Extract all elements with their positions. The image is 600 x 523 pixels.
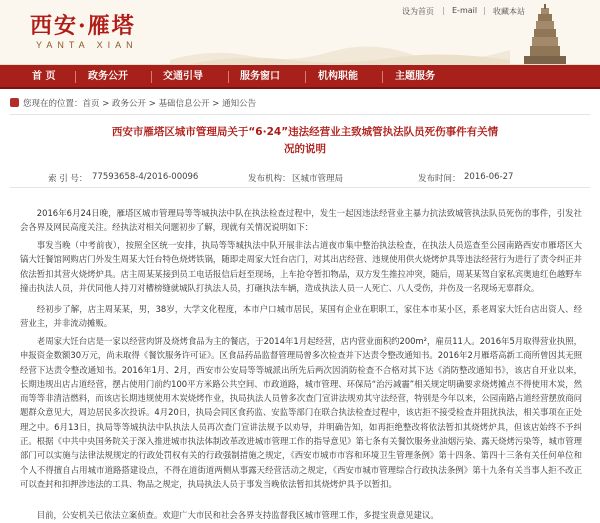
breadcrumb-path[interactable]: 首页 > 政务公开 > 基础信息公开 > 通知公告 (82, 99, 257, 109)
index-value: 77593658-4/2016-00096 (92, 172, 199, 182)
nav-divider (382, 71, 383, 83)
breadcrumb-separator: ： (74, 99, 83, 109)
breadcrumb-label: 您现在的位置 (23, 99, 75, 109)
nav-divider (228, 71, 229, 83)
article-paragraph: 经初步了解，店主周某某，男，38岁，大学文化程度，本市户口城市居民，某国有企业在职职工，家住本市某小区，系老周家大饪台店出资人、经营业主，并非流动摊贩。 (20, 304, 582, 329)
article-paragraph: 2016年6月24日晚，雁塔区城市管理局等等城执法中队在执法检查过程中，发生一起因违法经营业主暴力抗法致城管执法队员死伤的事件，引发社会各界及网民高度关注。经执法对相关问题初步了解，现就有关情况说明如下： (20, 208, 582, 233)
article-paragraph: 目前，公安机关已依法立案侦查。欢迎广大市民和社会各界支持监督我区城市管理工作，多提宝贵意见建议。 (36, 510, 439, 520)
article-paragraph: 事发当晚（中考前夜），按照全区统一安排，执局等等城执法中队开展非法占道夜市集中整治执法检查，在执法人员巡查至公园南路西安市雁塔区大镐大饪餐馆网购店门外发生周某大饪台特色烧烤铁锅，随即走周家大饪台店门，对其出店经营、违规使用供火烧烤炉具等违法经营行为进行了责令纠正并依法暂扣其营火烧烤炉具。店主周某某接到员工电话报信后赶至现场，上车抢夺暂扣物品，双方发生推拉冲突，随后，周某某驾自家私宾奥迪红色越野车撞击执法人员，并伏同他人持刀对槽榜缝就城队打执法人员，打砸执法车辆，造成执法人员一人死亡、八人受伤，并伤及一名现场无辜群众。 (20, 240, 582, 293)
publish-date-label: 发布时间： (418, 174, 461, 184)
set-homepage-link[interactable]: 设为首页 (402, 7, 434, 16)
site-header (0, 0, 600, 65)
top-link-separator: | (442, 6, 445, 15)
nav-divider (305, 71, 306, 83)
banner-decoration (170, 20, 510, 65)
meta-divider (10, 187, 590, 188)
site-logo-subtitle: YANTA XIAN (36, 40, 138, 50)
nav-item-traffic-guide[interactable]: 交通引导 (163, 71, 203, 82)
site-logo-title[interactable]: 西安·雁塔 (30, 13, 136, 39)
publisher-label: 发布机构： (248, 174, 291, 184)
article-paragraph: 老周家大饪台店是一家以经营肉饼及烧烤食品为主的餐店，于2014年1月起经营，店内营业面积约200m²，雇员11人。2016年5月取得营业执照，申报资金数额30万元，尚未取得《餐饮服务许可证》。区食品药品监督管理局曾多次检查并下达责令整改通知书。2016年2月雁塔高新工商所曾因其无照经营下达责令整改通知书。2016年1月、2月，西安市公安局等等城派出所先后两次因消防检查不合格对其下达《消防整改通知书》，该店自开业以来，长期违规出店占道经营，摆占使用门前约100平方米路公共空间、市政道路，城市管理、环保局“治污减霾”相关规定明确要求烧烤摊点不得使用木炭，然而等等非清洁燃料，而该店长期违规使用木炭烧烤作业，执局执法人员曾多次查门宣讲法规劝其守法经营，特别是今年以来，公园南路占道经营摆放商问题群众意见大，周边居民多次投诉。4月20日，执局会同区食药监、安监等部门在联合执法检查过程中，该店拒不接受检查并阻扰执法，相关事项在正处理之中。6月13日，执局等等城执法中队执法人员再次查门宣讲法规予以劝导，并明确告知，如再拒绝整改将依法暂扣其烧烤炉具，但该店始终不予纠正。根据《中共中央国务院关于深入推进城市执法体制改革改进城市管理工作的指导意见》第七条有关餐饮服务业油烟污染、露天烧烤污染等，城市管理部门可以实施与法律法规规定的行政处罚权有关的行政强制措施之规定，《西安市城市市容和环境卫生管理条例》第十四条、第四十三条有关任何单位和个人不得擅自占用城市道路搭建设点，不得在道街道两侧从事露天经营活动之规定，《西安市城市管理综合行政执法条例》第十九条有关当事人拒不改正可以查封和扣押涉违法的工具、物品之规定，执局执法人员于事发当晚依法暂扣其烧烤炉具予以暂扣。 (20, 336, 582, 489)
nav-item-government-affairs[interactable]: 政务公开 (88, 71, 128, 82)
nav-divider (75, 71, 76, 83)
nav-item-home[interactable]: 首 页 (32, 71, 56, 82)
publisher-value: 区城市管理局 (292, 174, 344, 184)
index-label: 索 引 号： (48, 174, 88, 184)
article-title: 西安市雁塔区城市管理局关于“6·24”违法经营业主致城管执法队员死伤事件有关情况的说明 (111, 126, 499, 155)
bookmark-site-link[interactable]: 收藏本站 (493, 7, 525, 16)
main-nav (0, 65, 600, 89)
top-link-separator: | (483, 6, 486, 15)
nav-item-service-window[interactable]: 服务窗口 (240, 71, 280, 82)
location-icon (10, 98, 19, 107)
email-link[interactable]: E-mail (452, 6, 478, 15)
nav-item-theme-services[interactable]: 主题服务 (395, 71, 435, 82)
breadcrumb (10, 97, 590, 115)
nav-divider (151, 71, 152, 83)
pagoda-icon (510, 4, 580, 65)
nav-item-agency-functions[interactable]: 机构职能 (318, 71, 358, 82)
publish-date-value: 2016-06-27 (464, 172, 514, 182)
